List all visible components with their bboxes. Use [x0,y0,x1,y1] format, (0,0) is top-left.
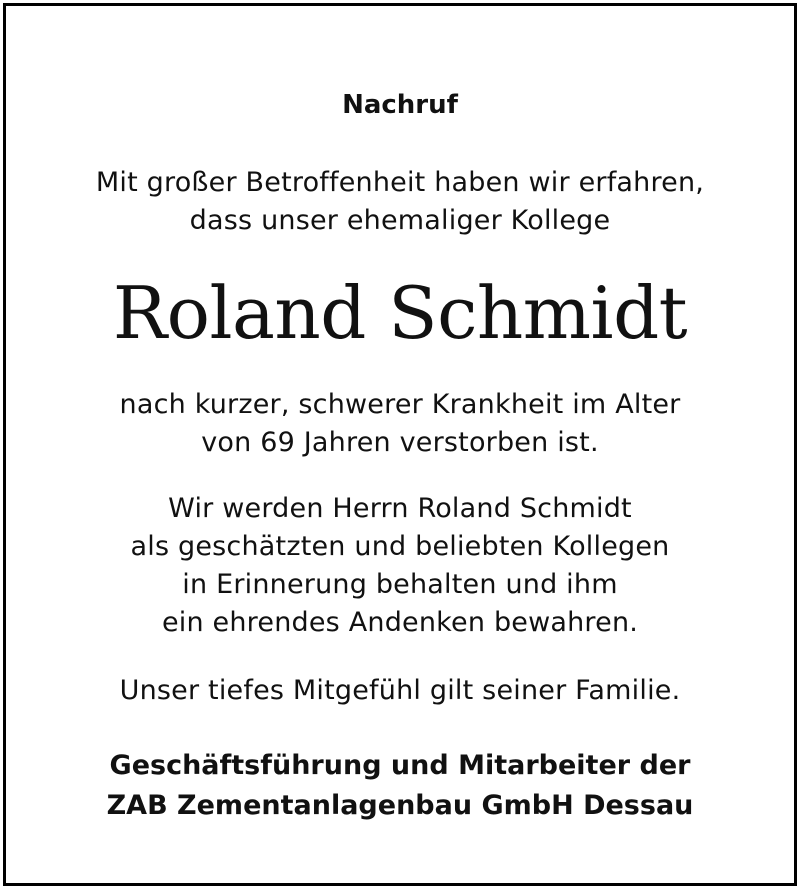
signature-line: ZAB Zementanlagenbau GmbH Dessau [106,790,694,821]
memory-line: ein ehrendes Andenken bewahren. [161,607,639,638]
sympathy-text: Unser tiefes Mitgefühl gilt seiner Familie. [119,675,681,706]
obituary-heading: Nachruf [342,90,458,120]
memory-paragraph [6,490,794,642]
memory-line: als geschätzten und beliebten Kollegen [130,531,670,562]
intro-line: dass unser ehemaliger Kollege [189,205,611,236]
deceased-name: Roland Schmidt [112,271,688,355]
obituary-frame [3,3,797,886]
death-line: von 69 Jahren verstorben ist. [201,427,599,458]
intro-line: Mit großer Betroffenheit haben wir erfahren, [95,167,705,198]
memory-line: in Erinnerung behalten und ihm [182,569,618,600]
signature-line: Geschäftsführung und Mitarbeiter der [109,750,691,781]
memory-line: Wir werden Herrn Roland Schmidt [168,493,632,524]
death-paragraph [6,386,794,462]
intro-paragraph [6,164,794,240]
signature-block [6,746,794,826]
death-line: nach kurzer, schwerer Krankheit im Alter [119,389,681,420]
sympathy-line [6,672,794,710]
